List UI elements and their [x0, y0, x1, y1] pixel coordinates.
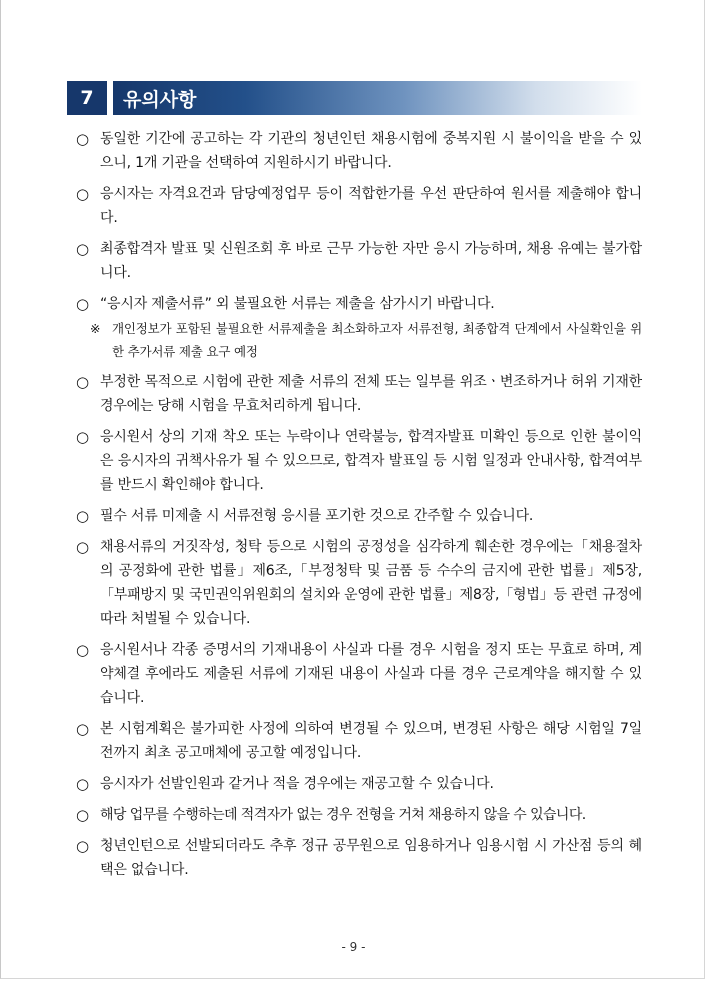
note-mark: ※: [90, 321, 101, 336]
section-title: 유의사항: [113, 81, 642, 115]
section-number: 7: [67, 81, 107, 115]
bullet-mark: ○: [76, 507, 90, 525]
bullet-mark: ○: [76, 806, 90, 824]
list-item: ○ 해당 업무를 수행하는데 적격자가 없는 경우 전형을 거쳐 채용하지 않을 수 있습니다.: [76, 803, 642, 827]
bullet-mark: ○: [76, 240, 90, 258]
bullet-mark: ○: [76, 185, 90, 203]
bullet-mark: ○: [76, 538, 90, 556]
list-item: ○ 청년인턴으로 선발되더라도 추후 정규 공무원으로 임용하거나 임용시험 시 가산점 등의 혜택은 없습니다.: [76, 834, 642, 882]
bullet-mark: ○: [76, 373, 90, 391]
list-item: ○ 부정한 목적으로 시험에 관한 제출 서류의 전체 또는 일부를 위조ㆍ변조하거나 허위 기재한 경우에는 당해 시험을 무효처리하게 됩니다.: [76, 370, 642, 418]
list-item: ○ 응시자는 자격요건과 담당예정업무 등이 적합한가를 우선 판단하여 원서를 제출해야 합니다.: [76, 182, 642, 230]
list-item: ○ 최종합격자 발표 및 신원조회 후 바로 근무 가능한 자만 응시 가능하며, 채용 유예는 불가합니다.: [76, 237, 642, 285]
section-header: [67, 81, 642, 115]
bullet-mark: ○: [76, 775, 90, 793]
bullet-mark: ○: [76, 720, 90, 738]
list-item: ○ 본 시험계획은 불가피한 사정에 의하여 변경될 수 있으며, 변경된 사항은 해당 시험일 7일 전까지 최초 공고매체에 공고할 예정입니다.: [76, 717, 642, 765]
bullet-mark: ○: [76, 295, 90, 313]
list-item: ○ 필수 서류 미제출 시 서류전형 응시를 포기한 것으로 간주할 수 있습니다.: [76, 504, 642, 528]
list-item: ○ “응시자 제출서류” 외 불필요한 서류는 제출을 삼가시기 바랍니다.: [76, 292, 642, 316]
list-item: ○ 응시원서나 각종 증명서의 기재내용이 사실과 다를 경우 시험을 정지 또는 무효로 하며, 계약체결 후에라도 제출된 서류에 기재된 내용이 사실과 다를 경우 근로계약을 해지할 수 있습니다.: [76, 638, 642, 710]
page-number: - 9 -: [341, 940, 366, 954]
list-item: ○ 응시자가 선발인원과 같거나 적을 경우에는 재공고할 수 있습니다.: [76, 772, 642, 796]
bullet-mark: ○: [76, 837, 90, 855]
list-item: ○ 동일한 기간에 공고하는 각 기관의 청년인턴 채용시험에 중복지원 시 불이익을 받을 수 있으니, 1개 기관을 선택하여 지원하시기 바랍니다.: [76, 127, 642, 175]
list-item: ○ 응시원서 상의 기재 착오 또는 누락이나 연락불능, 합격자발표 미확인 등으로 인한 불이익은 응시자의 귀책사유가 될 수 있으므로, 합격자 발표일 등 시험 일정과 안내사항, 합격여부를 반드시 확인해야 합니다.: [76, 425, 642, 497]
bullet-mark: ○: [76, 428, 90, 446]
bullet-mark: ○: [76, 130, 90, 148]
notice-list: [76, 127, 642, 889]
list-item: ○ 채용서류의 거짓작성, 청탁 등으로 시험의 공정성을 심각하게 훼손한 경우에는「채용절차의 공정화에 관한 법률」제6조,「부정청탁 및 금품 등 수수의 금지에 관한 법률」제5장,「부패방지 및 국민권익위원회의 설치와 운영에 관한 법률」제8장,「형법」등 관련 규정에 따라 처벌될 수 있습니다.: [76, 535, 642, 631]
note-item: ※ 개인정보가 포함된 불필요한 서류제출을 최소화하고자 서류전형, 최종합격 단계에서 사실확인을 위한 추가서류 제출 요구 예정: [90, 317, 642, 363]
bullet-mark: ○: [76, 641, 90, 659]
